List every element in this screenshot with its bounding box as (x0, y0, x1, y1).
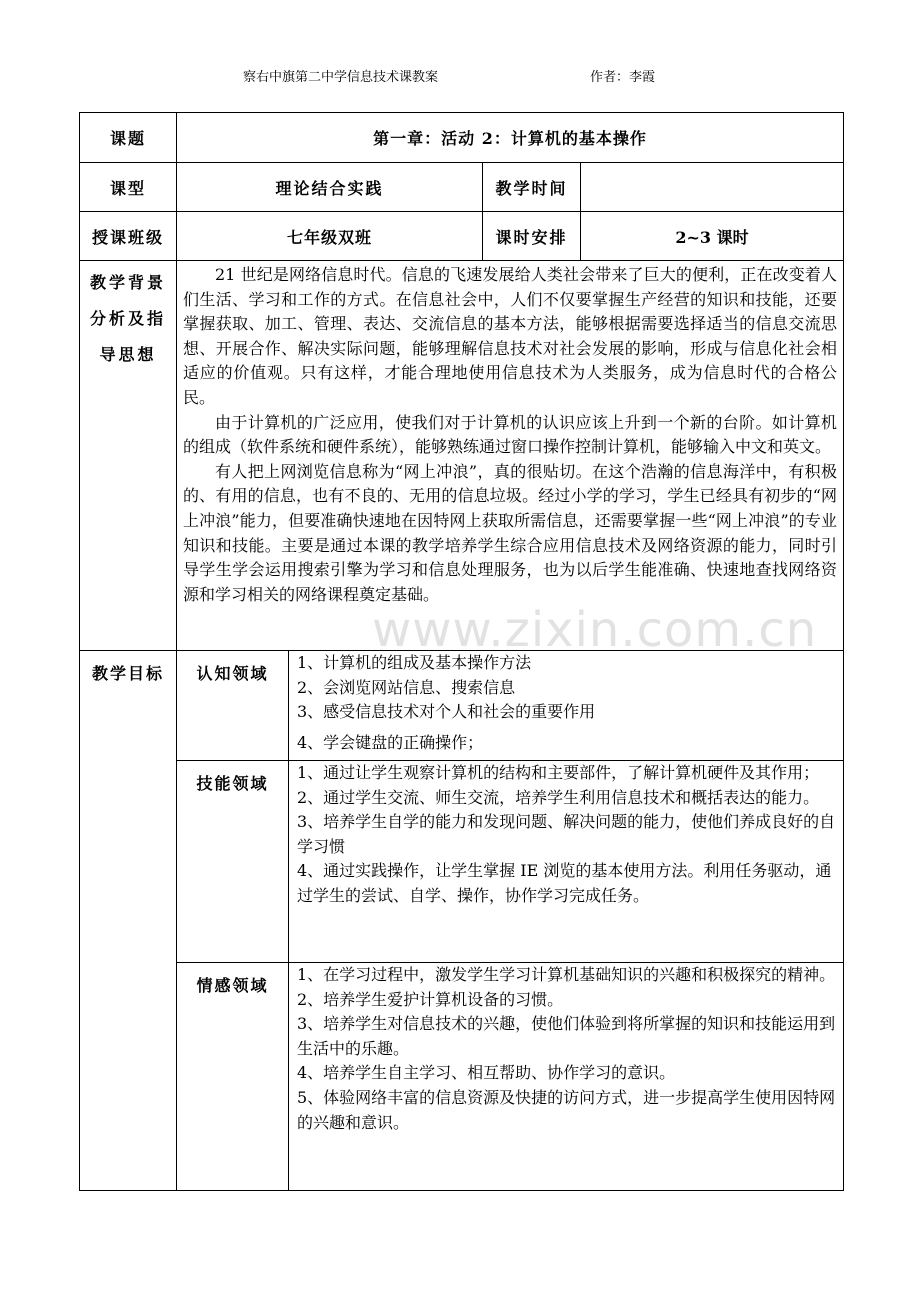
skill-row (80, 761, 844, 963)
skill-items (289, 761, 844, 963)
class-row (80, 212, 844, 261)
class-value: 七年级双班 (177, 212, 483, 261)
document-title: 察右中旗第二中学信息技术课教案 (243, 70, 439, 85)
background-text (177, 261, 844, 651)
type-row (80, 163, 844, 212)
time-value (581, 163, 844, 212)
lesson-plan-table (79, 112, 844, 1191)
cognitive-item: 2、会浏览网站信息、搜索信息 (297, 677, 516, 697)
cognitive-item: 1、计算机的组成及基本操作方法 (297, 653, 532, 672)
time-label: 教学时间 (483, 163, 581, 212)
background-row (80, 261, 844, 651)
background-label-line-1: 教学背景 (89, 273, 166, 292)
cognitive-label: 认知领域 (177, 651, 289, 761)
cognitive-items (289, 651, 844, 761)
background-label-line-2: 分析及指 (89, 309, 166, 328)
skill-item: 4、通过实践操作，让学生掌握 IE 浏览的基本使用方法。利用任务驱动，通过学生的尝试、自学、操作，协作学习完成任务。 (297, 861, 832, 905)
type-value: 理论结合实践 (177, 163, 483, 212)
emotion-item: 2、培养学生爱护计算机设备的习惯。 (297, 989, 564, 1009)
class-label: 授课班级 (80, 212, 177, 261)
skill-label: 技能领域 (177, 761, 289, 963)
background-label-line-3: 导思想 (99, 345, 157, 364)
background-paragraph-3: 有人把上网浏览信息称为“网上冲浪”，真的很贴切。在这个浩瀚的信息海洋中，有积极的、有用的信息，也有不良的、无用的信息垃圾。经过小学的学习，学生已经具有初步的“网上冲浪”能力，但要准确快速地在因特网上获取所需信息，还需要掌握一些“网上冲浪”的专业知识和技能。主要是通过本课的教学培养学生综合应用信息技术及网络资源的能力，同时引导学生学会运用搜索引擎为学习和信息处理服务，也为以后学生能准确、快速地查找网络资源和学习相关的网络课程奠定基础。 (183, 461, 838, 604)
hours-value: 2~3 课时 (581, 212, 844, 261)
topic-row (80, 113, 844, 163)
emotion-items (289, 963, 844, 1191)
goals-label: 教学目标 (80, 651, 177, 1191)
emotion-item: 1、在学习过程中，激发学生学习计算机基础知识的兴趣和积极探究的精神。 (297, 965, 836, 984)
topic-value: 第一章：活动 2：计算机的基本操作 (177, 113, 844, 163)
skill-item: 2、通过学生交流、师生交流，培养学生利用信息技术和概括表达的能力。 (297, 787, 820, 807)
emotion-item: 4、培养学生自主学习、相互帮助、协作学习的意识。 (297, 1063, 676, 1083)
cognitive-item: 4、学会键盘的正确操作； (297, 732, 484, 752)
hours-label: 课时安排 (483, 212, 581, 261)
background-paragraph-2: 由于计算机的广泛应用，使我们对于计算机的认识应该上升到一个新的台阶。如计算机的组成（软件系统和硬件系统），能够熟练通过窗口操作控制计算机，能够输入中文和英文。 (183, 412, 838, 457)
emotion-item: 5、体验网络丰富的信息资源及快捷的访问方式，进一步提高学生使用因特网的兴趣和意识。 (297, 1087, 836, 1132)
skill-item: 1、通过让学生观察计算机的结构和主要部件，了解计算机硬件及其作用； (297, 763, 820, 782)
emotion-row (80, 963, 844, 1191)
background-label (80, 261, 177, 651)
topic-label: 课题 (80, 113, 177, 163)
watermark: www.zixin.com.cn (372, 602, 818, 658)
author: 作者：李霞 (590, 70, 656, 85)
emotion-label: 情感领域 (177, 963, 289, 1191)
type-label: 课型 (80, 163, 177, 212)
skill-item: 3、培养学生自学的能力和发现问题、解决问题的能力，使他们养成良好的自学习惯 (297, 812, 836, 856)
cognitive-item: 3、感受信息技术对个人和社会的重要作用 (297, 702, 596, 722)
cognitive-row (80, 651, 844, 761)
background-paragraph-1: 21 世纪是网络信息时代。信息的飞速发展给人类社会带来了巨大的便利，正在改变着人们生活、学习和工作的方式。在信息社会中，人们不仅要掌握生产经营的知识和技能，还要掌握获取、加工、管理、表达、交流信息的基本方法，能够根据需要选择适当的信息交流思想、开展合作、解决实际问题，能够理解信息技术对社会发展的影响，形成与信息化社会相适应的价值观。只有这样，才能合理地使用信息技术为人类服务，成为信息时代的合格公民。 (183, 265, 838, 407)
emotion-item: 3、培养学生对信息技术的兴趣，使他们体验到将所掌握的知识和技能运用到生活中的乐趣。 (297, 1014, 836, 1058)
